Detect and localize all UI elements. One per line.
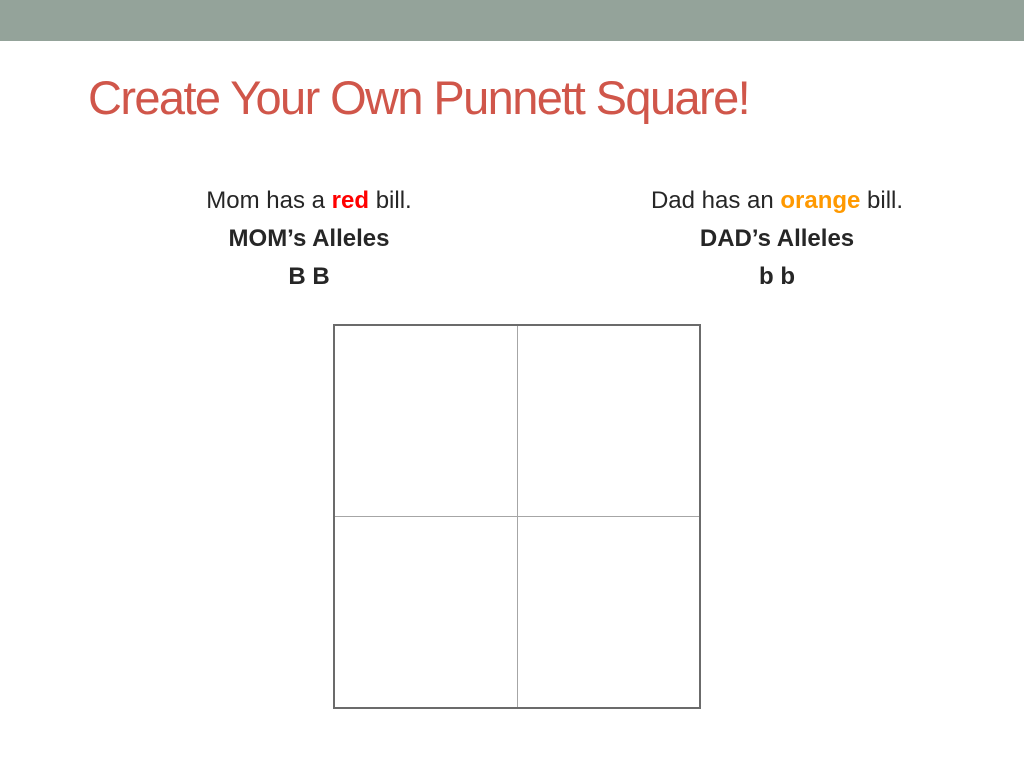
grid-divider-horizontal <box>335 516 699 517</box>
mom-color-word: red <box>331 187 370 214</box>
punnett-square <box>333 324 701 709</box>
header-band <box>0 0 1024 41</box>
mom-alleles-value: B B <box>288 263 330 290</box>
slide-title: Create Your Own Punnett Square! <box>88 71 750 124</box>
mom-description-prefix: Mom has a <box>206 187 332 214</box>
dad-description <box>612 182 942 220</box>
punnett-cell-top-right[interactable] <box>518 326 699 516</box>
dad-alleles-heading: DAD’s Alleles <box>699 225 855 252</box>
dad-description-prefix: Dad has an <box>650 187 781 214</box>
punnett-cell-top-left[interactable] <box>335 326 517 516</box>
punnett-cell-bottom-right[interactable] <box>518 517 699 707</box>
mom-info <box>168 182 450 296</box>
dad-info <box>612 182 942 296</box>
mom-alleles-heading: MOM’s Alleles <box>228 225 390 252</box>
mom-description-suffix: bill. <box>369 187 412 214</box>
dad-description-suffix: bill. <box>860 187 904 214</box>
punnett-cell-bottom-left[interactable] <box>335 517 517 707</box>
dad-color-word: orange <box>780 187 861 214</box>
dad-alleles-value: b b <box>759 263 795 290</box>
mom-description <box>168 182 450 220</box>
